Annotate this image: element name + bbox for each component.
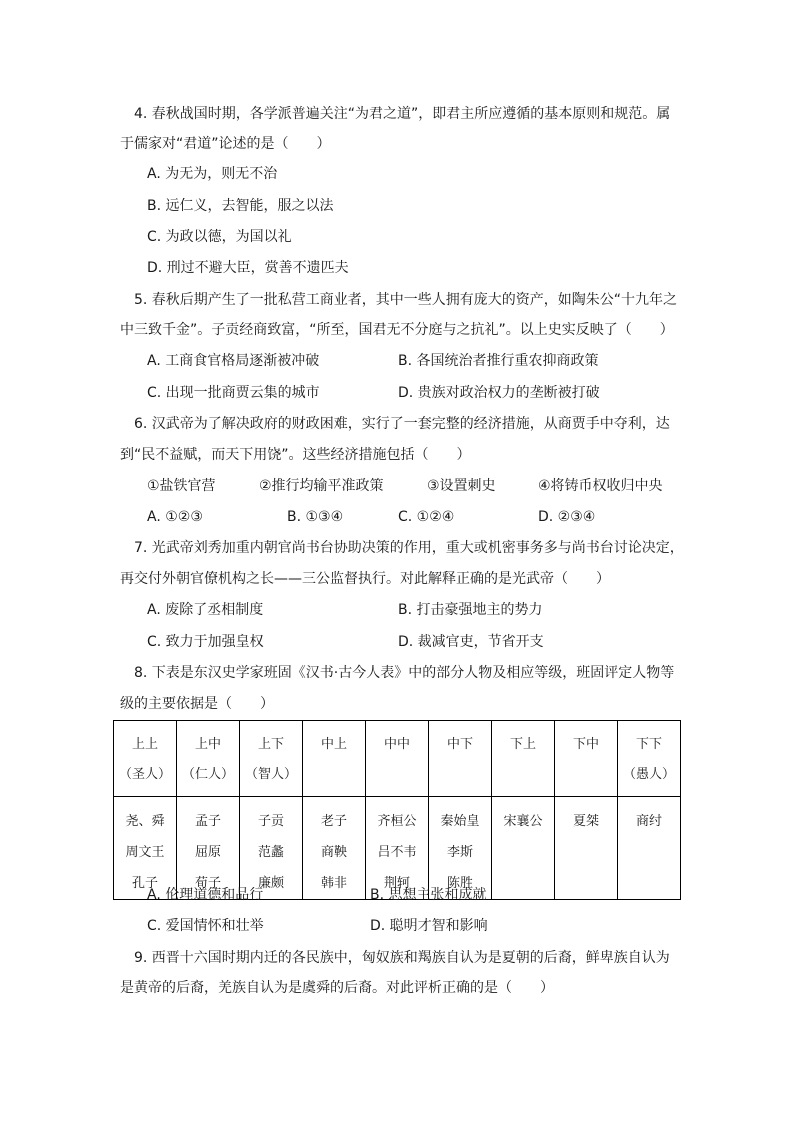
grades-table	[113, 720, 681, 900]
people-cell: 子贡 范蠡 廉颇	[240, 797, 303, 900]
q5-stem-line1: 5. 春秋后期产生了一批私营工商业者，其中一些人拥有庞大的资产，如陶朱公“十九年之	[134, 292, 678, 308]
q6-option-c: C. ①②④	[398, 509, 455, 525]
q7-option-a: A. 废除了丞相制度	[147, 602, 264, 618]
q4-option-c: C. 为政以德，为国以礼	[147, 229, 292, 245]
grade-cell: 下下 （愚人）	[618, 721, 681, 797]
q5-option-c: C. 出现一批商贾云集的城市	[147, 385, 320, 401]
people-cell: 老子 商鞅 韩非	[303, 797, 366, 900]
q8-option-b: B. 思想主张和成就	[370, 887, 487, 903]
q6-item-1: ①盐铁官营	[147, 478, 216, 494]
q4-option-a: A. 为无为，则无不治	[147, 166, 278, 182]
q8-option-d: D. 聪明才智和影响	[370, 918, 488, 934]
q6-option-a: A. ①②③	[147, 509, 203, 525]
q6-item-2: ②推行均输平准政策	[259, 478, 384, 494]
q4-stem-line2: 于儒家对“君道”论述的是（ ）	[120, 136, 331, 152]
grade-cell: 下上	[492, 721, 555, 797]
grade-cell: 上中 （仁人）	[177, 721, 240, 797]
q4-stem-line1: 4. 春秋战国时期，各学派普遍关注“为君之道”，即君主所应遵循的基本原则和规范。属	[134, 106, 671, 122]
q7-option-c: C. 致力于加强皇权	[147, 634, 264, 650]
grades-header-row	[114, 721, 681, 797]
grade-cell: 下中	[555, 721, 618, 797]
q4-option-d: D. 刑过不避大臣，赏善不遗匹夫	[147, 260, 349, 276]
q5-option-d: D. 贵族对政治权力的垄断被打破	[398, 385, 600, 401]
grade-cell: 中中	[366, 721, 429, 797]
people-cell: 夏桀	[555, 797, 618, 900]
people-cell: 齐桓公 吕不韦 荆轲	[366, 797, 429, 900]
q6-item-3: ③设置刺史	[427, 478, 496, 494]
q8-stem-line1: 8. 下表是东汉史学家班固《汉书·古今人表》中的部分人物及相应等级，班固评定人物等	[134, 665, 675, 681]
grade-cell: 中下	[429, 721, 492, 797]
q6-option-b: B. ①③④	[287, 509, 344, 525]
people-cell: 尧、舜 周文王 孔子	[114, 797, 177, 900]
q7-option-b: B. 打击豪强地主的势力	[398, 602, 543, 618]
q8-stem-line2: 级的主要依据是（ ）	[120, 696, 274, 712]
q6-option-d: D. ②③④	[538, 509, 596, 525]
people-cell: 孟子 屈原 荀子	[177, 797, 240, 900]
people-cell: 商纣	[618, 797, 681, 900]
q6-item-4: ④将铸币权收归中央	[538, 478, 663, 494]
q6-stem-line2: 到“民不益赋，而天下用饶”。这些经济措施包括（ ）	[120, 447, 471, 463]
q5-option-b: B. 各国统治者推行重农抑商政策	[398, 353, 599, 369]
grade-cell: 上上 （圣人）	[114, 721, 177, 797]
grade-cell: 上下 （智人）	[240, 721, 303, 797]
q8-option-a: A. 伦理道德和品行	[147, 887, 264, 903]
q7-stem-line2: 再交付外朝官僚机构之长——三公监督执行。对此解释正确的是光武帝（ ）	[120, 571, 610, 587]
q7-option-d: D. 裁减官吏，节省开支	[398, 634, 544, 650]
q9-stem-line2: 是黄帝的后裔，羌族自认为是虞舜的后裔。对此评析正确的是（ ）	[120, 980, 554, 996]
q5-stem-line2: 中三致千金”。子贡经商致富，“所至，国君无不分庭与之抗礼”。以上史实反映了（ ）	[120, 322, 674, 338]
q5-option-a: A. 工商食官格局逐渐被冲破	[147, 353, 320, 369]
q4-option-b: B. 远仁义，去智能，服之以法	[147, 198, 334, 214]
grade-cell: 中上	[303, 721, 366, 797]
q6-stem-line1: 6. 汉武帝为了解决政府的财政困难，实行了一套完整的经济措施，从商贾手中夺利，达	[134, 416, 670, 432]
q8-option-c: C. 爱国情怀和壮举	[147, 918, 264, 934]
q7-stem-line1: 7. 光武帝刘秀加重内朝官尚书台协助决策的作用，重大或机密事务多与尚书台讨论决定，	[134, 540, 684, 556]
q9-stem-line1: 9. 西晋十六国时期内迁的各民族中，匈奴族和羯族自认为是夏朝的后裔，鲜卑族自认为	[134, 950, 670, 966]
people-cell: 宋襄公	[492, 797, 555, 900]
people-cell: 秦始皇 李斯 陈胜	[429, 797, 492, 900]
